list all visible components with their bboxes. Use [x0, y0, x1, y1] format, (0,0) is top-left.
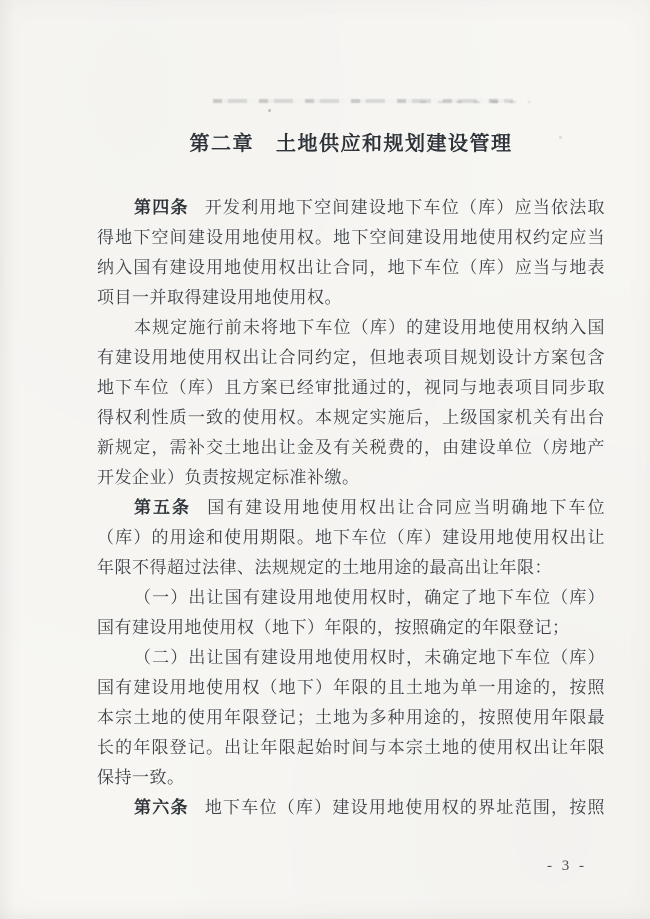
- article-number: 第五条: [134, 498, 192, 517]
- text-line: （一）出让国有建设用地使用权时，确定了地下车位（库）: [134, 588, 605, 607]
- text-line: 第六条 地下车位（库）建设用地使用权的界址范围，按照: [134, 798, 605, 817]
- text-line: 国有建设用地使用权（地下）年限的且土地为单一用途的，按照: [97, 678, 605, 697]
- text-line: 年限不得超过法律、法规规定的土地用途的最高出让年限：: [97, 558, 552, 577]
- chapter-heading: [97, 130, 605, 158]
- paragraph: [97, 583, 605, 643]
- text-line: （库）的用途和使用期限。地下车位（库）建设用地使用权出让: [97, 528, 605, 547]
- text-line: 项目一并取得建设用地使用权。: [97, 288, 342, 307]
- text-line: 长的年限登记。出让年限起始时间与本宗土地的使用权出让年限: [97, 738, 605, 757]
- text-line: 国有建设用地使用权（地下）年限的，按照确定的年限登记；: [97, 618, 570, 637]
- text-line: 得地下空间建设用地使用权。地下空间建设用地使用权约定应当: [97, 228, 605, 247]
- text-line: 有建设用地使用权出让合同约定，但地表项目规划设计方案包含: [97, 348, 605, 367]
- text-line: 本规定施行前未将地下车位（库）的建设用地使用权纳入国: [134, 318, 605, 337]
- paragraph: [97, 313, 605, 493]
- text-line: 第四条 开发利用地下空间建设地下车位（库）应当依法取: [134, 198, 605, 217]
- text-line: 开发企业）负责按规定标准补缴。: [97, 468, 360, 487]
- text-line: 第五条 国有建设用地使用权出让合同应当明确地下车位: [134, 498, 605, 517]
- paragraph: [97, 193, 605, 313]
- text-line: 新规定，需补交土地出让金及有关税费的，由建设单位（房地产: [97, 438, 605, 457]
- chapter-number: 第二章: [189, 133, 254, 155]
- text-line: 保持一致。: [97, 768, 185, 787]
- text-line: （二）出让国有建设用地使用权时，未确定地下车位（库）: [134, 648, 605, 667]
- scan-artifact-speck: [268, 109, 271, 112]
- article-number: 第六条: [134, 798, 189, 817]
- paragraph: [97, 643, 605, 793]
- text-line: 本宗土地的使用年限登记；土地为多种用途的，按照使用年限最: [97, 708, 605, 727]
- text-line: 得权利性质一致的使用权。本规定实施后，上级国家机关有出台: [97, 408, 605, 427]
- article-number: 第四条: [134, 198, 189, 217]
- paragraph: [97, 493, 605, 583]
- page-number: - 3 -: [547, 858, 587, 874]
- text-line: 纳入国有建设用地使用权出让合同，地下车位（库）应当与地表: [97, 258, 605, 277]
- scan-artifact-streak-tail: [420, 101, 530, 103]
- text-line: 地下车位（库）且方案已经审批通过的，视同与地表项目同步取: [97, 378, 605, 397]
- paragraph: [97, 793, 605, 823]
- chapter-title: 土地供应和规划建设管理: [276, 133, 513, 155]
- document-body: [97, 193, 605, 823]
